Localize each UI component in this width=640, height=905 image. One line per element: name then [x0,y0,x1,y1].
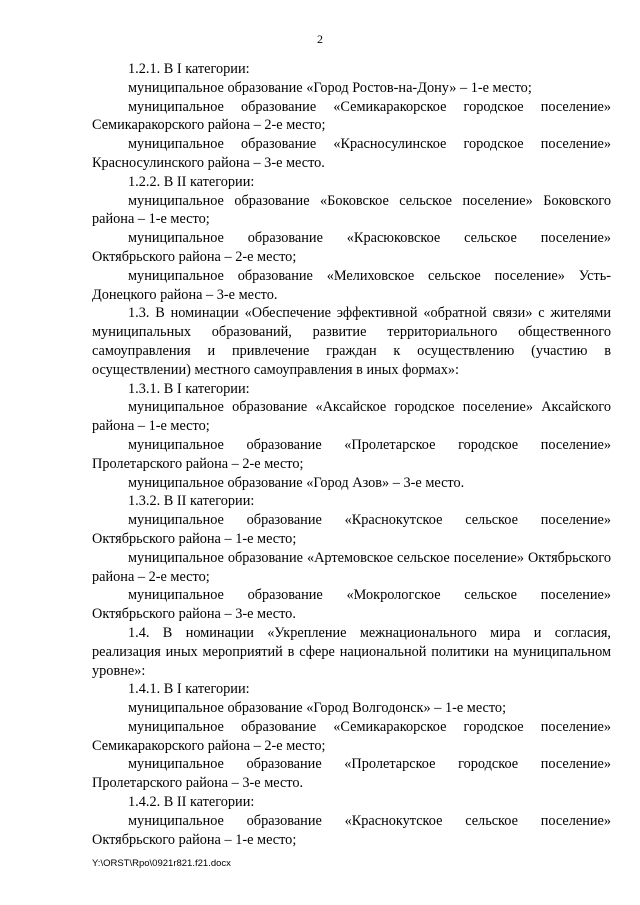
paragraph: муниципальное образование «Артемовское сельское поселение» Октябрьского района – 2-е место; [92,549,611,585]
paragraph: муниципальное образование «Город Волгодонск» – 1-е место; [128,700,507,717]
paragraph: муниципальное образование «Город Азов» – 3-е место. [128,474,465,491]
paragraph: муниципальное образование «Красюковское сельское поселение» Октябрьского района – 2-е место; [92,230,611,265]
paragraph: муниципальное образование «Семикаракорское городское поселение» Семикаракорского района – 2-е место; [92,718,611,754]
section-heading: 1.3.1. В I категории: [128,380,250,397]
paragraph: муниципальное образование «Боковское сельское поселение» Боковского района – 1-е место; [92,192,611,228]
document-body [92,60,611,849]
section-heading: 1.3. В номинации «Обеспечение эффективной «обратной связи» с жителями муниципальных образований, развитие территориального общественного самоуправления и привлечение граждан к осуществлению (участию в осуществлении) местного самоуправления в иных формах»: [92,305,611,378]
section-heading: 1.2.1. В I категории: [128,61,250,77]
page-number: 2 [317,32,323,46]
section-heading: 1.4. В номинации «Укрепление межнационального мира и согласия, реализация иных мероприятий в сфере национальной политики на муниципальном уровне»: [92,624,611,679]
paragraph: муниципальное образование «Красносулинское городское поселение» Красносулинского района – 3-е место. [92,136,611,171]
paragraph: муниципальное образование «Краснокутское сельское поселение» Октябрьского района – 1-е место; [92,812,611,848]
section-heading: 1.4.1. В I категории: [128,681,250,698]
paragraph: муниципальное образование «Пролетарское городское поселение» Пролетарского района – 2-е место; [92,436,611,472]
section-heading: 1.3.2. В II категории: [128,493,255,510]
paragraph: муниципальное образование «Семикаракорское городское поселение» Семикаракорского района – 2-е место; [92,98,611,134]
section-heading: 1.2.2. В II категории: [128,173,255,190]
paragraph: муниципальное образование «Пролетарское городское поселение» Пролетарского района – 3-е место. [92,756,611,792]
paragraph: муниципальное образование «Краснокутское сельское поселение» Октябрьского района – 1-е место; [92,512,611,547]
paragraph: муниципальное образование «Мелиховское сельское поселение» Усть-Донецкого района – 3-е место. [92,267,611,303]
paragraph: муниципальное образование «Аксайское городское поселение» Аксайского района – 1-е место; [92,399,611,435]
paragraph: муниципальное образование «Мокрологское сельское поселение» Октябрьского района – 3-е место. [92,587,611,623]
paragraph: муниципальное образование «Город Ростов-на-Дону» – 1-е место; [128,79,532,96]
section-heading: 1.4.2. В II категории: [128,794,255,811]
footer-file-path: Y:\ORST\Rpo\0921r821.f21.docx [92,858,231,869]
